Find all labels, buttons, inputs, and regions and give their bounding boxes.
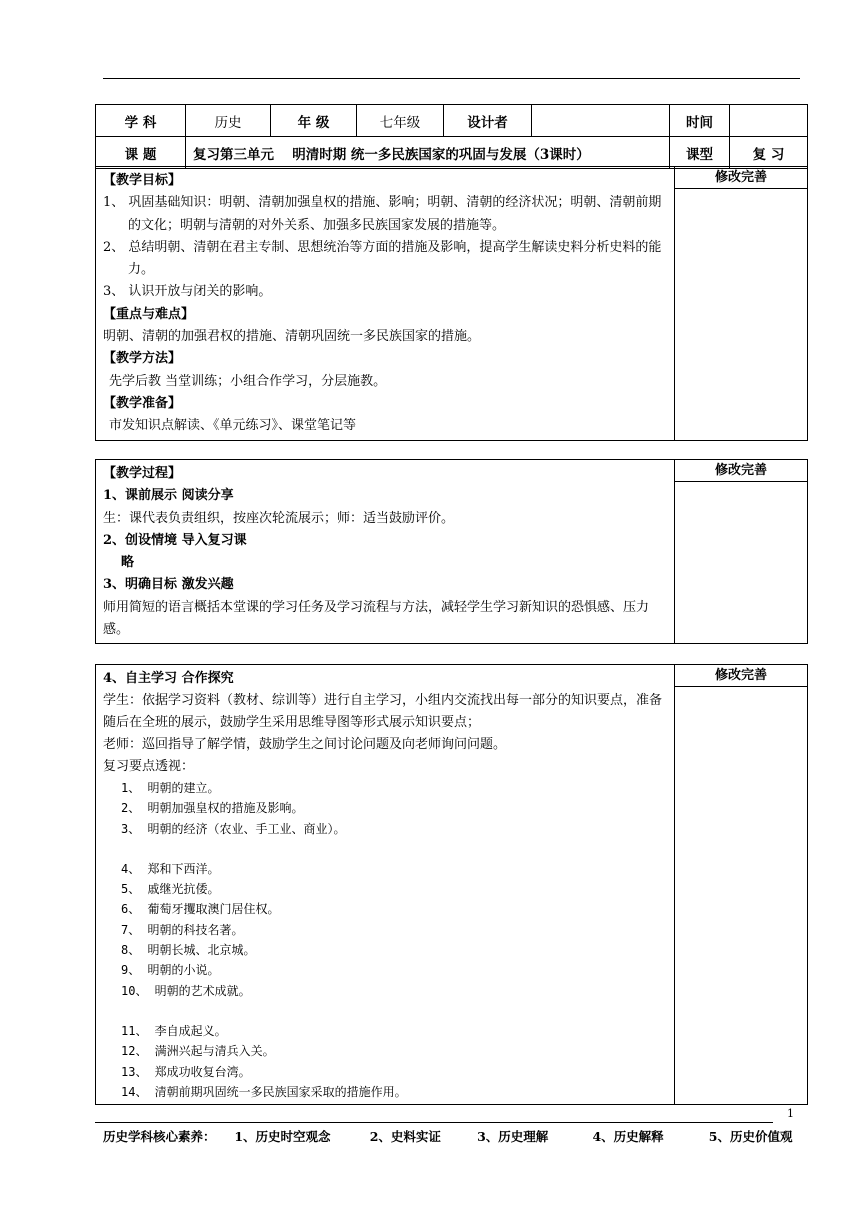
revision-column	[675, 167, 808, 441]
topic-value: 复习第三单元 明清时期 统一多民族国家的巩固与发展（3课时）	[186, 137, 670, 169]
footer-item: 2、史料实证	[369, 1129, 441, 1144]
methods-heading: 【教学方法】	[103, 351, 182, 367]
review-item: 8、 明朝长城、北京城。	[121, 943, 256, 958]
review-item: 1、 明朝的建立。	[121, 781, 220, 795]
objective-item: 3、 认识开放与闭关的影响。	[103, 284, 272, 300]
keypoints-heading: 【重点与难点】	[103, 306, 195, 322]
teacher-text: 老师：巡回指导了解学情，鼓励学生之间讨论问题及向老师询问问题。	[103, 737, 507, 752]
objective-item: 2、 总结明朝、清朝在君主专制、思想统治等方面的措施及影响，提高学生解读史料分析史料的能力。	[103, 239, 662, 278]
keypoints-text: 明朝、清朝的加强君权的措施、清朝巩固统一多民族国家的措施。	[103, 329, 481, 345]
revision-column	[675, 665, 808, 1105]
step3-text: 师用简短的语言概括本堂课的学习任务及学习流程与方法，减轻学生学习新知识的恐惧感、压力感。	[103, 599, 650, 638]
page-number: 1	[787, 1107, 794, 1120]
type-value: 复 习	[730, 137, 808, 169]
process-table	[95, 459, 808, 644]
designer-label: 设计者	[444, 105, 532, 137]
footer-rule	[95, 1122, 773, 1123]
header-rule	[103, 78, 800, 79]
objective-item: 1、 巩固基础知识：明朝、清朝加强皇权的措施、影响；明朝、清朝的经济状况；明朝、清朝前期的文化；明朝与清朝的对外关系、加强多民族国家发展的措施等。	[103, 195, 662, 233]
process-heading: 【教学过程】	[103, 466, 182, 481]
objectives-table	[95, 166, 808, 441]
revision-column	[675, 460, 808, 644]
step2-title: 2、创设情境 导入复习课	[103, 532, 247, 548]
review-item: 2、 明朝加强皇权的措施及影响。	[121, 801, 304, 816]
footer-item: 5、历史价值观	[708, 1129, 793, 1144]
step1-text: 生：课代表负责组织，按座次轮流展示；师：适当鼓励评价。	[103, 510, 455, 526]
review-item: 5、 戚继光抗倭。	[121, 882, 220, 897]
review-item: 10、 明朝的艺术成就。	[121, 983, 251, 998]
review-item: 6、 葡萄牙攫取澳门居住权。	[121, 902, 280, 917]
subject-label: 学 科	[96, 105, 186, 137]
revision-label: 修改完善	[675, 665, 807, 687]
type-label: 课型	[670, 137, 730, 169]
step2-text: 略	[121, 555, 135, 571]
review-heading: 复习要点透视：	[103, 759, 195, 774]
subject-value: 历史	[186, 105, 271, 137]
prep-text: 市发知识点解读、《单元练习》、课堂笔记等	[109, 418, 357, 434]
review-item: 12、 满洲兴起与清兵入关。	[121, 1044, 275, 1059]
review-table	[95, 664, 808, 1105]
review-item: 4、 郑和下西洋。	[121, 861, 220, 876]
review-item: 11、 李自成起义。	[121, 1023, 227, 1038]
review-item: 13、 郑成功收复台湾。	[121, 1064, 251, 1079]
grade-value: 七年级	[357, 105, 444, 137]
revision-label: 修改完善	[675, 167, 807, 189]
objectives-content	[96, 167, 675, 441]
grade-label: 年 级	[271, 105, 357, 137]
step1-title: 1、课前展示 阅读分享	[103, 488, 234, 504]
review-item: 9、 明朝的小说。	[121, 963, 220, 978]
student-text: 学生：依据学习资料（教材、综训等）进行自主学习，小组内交流找出每一部分的知识要点，准备随后在全班的展示，鼓励学生采用思维导图等形式展示知识要点；	[103, 693, 663, 730]
designer-value	[532, 105, 670, 137]
review-content	[96, 665, 675, 1105]
revision-label: 修改完善	[675, 460, 807, 482]
objectives-heading: 【教学目标】	[103, 173, 182, 188]
review-item: 7、 明朝的科技名著。	[121, 922, 244, 937]
step3-title: 3、明确目标 激发兴趣	[103, 577, 234, 593]
methods-text: 先学后教 当堂训练；小组合作学习，分层施教。	[109, 373, 387, 389]
footer-item: 4、历史解释	[592, 1129, 664, 1144]
lesson-info-table	[95, 104, 808, 169]
footer-item: 3、历史理解	[477, 1129, 549, 1144]
step4-title: 4、自主学习 合作探究	[103, 671, 234, 686]
prep-heading: 【教学准备】	[103, 395, 182, 411]
review-item: 14、 清朝前期巩固统一多民族国家采取的措施作用。	[121, 1084, 407, 1099]
topic-label: 课 题	[96, 137, 186, 169]
process-content	[96, 460, 675, 644]
review-item: 3、 明朝的经济（农业、手工业、商业）。	[121, 821, 346, 836]
footer-item: 1、历史时空观念	[234, 1129, 331, 1144]
core-literacy-footer	[103, 1127, 793, 1145]
time-value	[730, 105, 808, 137]
footer-label: 历史学科核心素养：	[103, 1129, 216, 1144]
time-label: 时间	[670, 105, 730, 137]
